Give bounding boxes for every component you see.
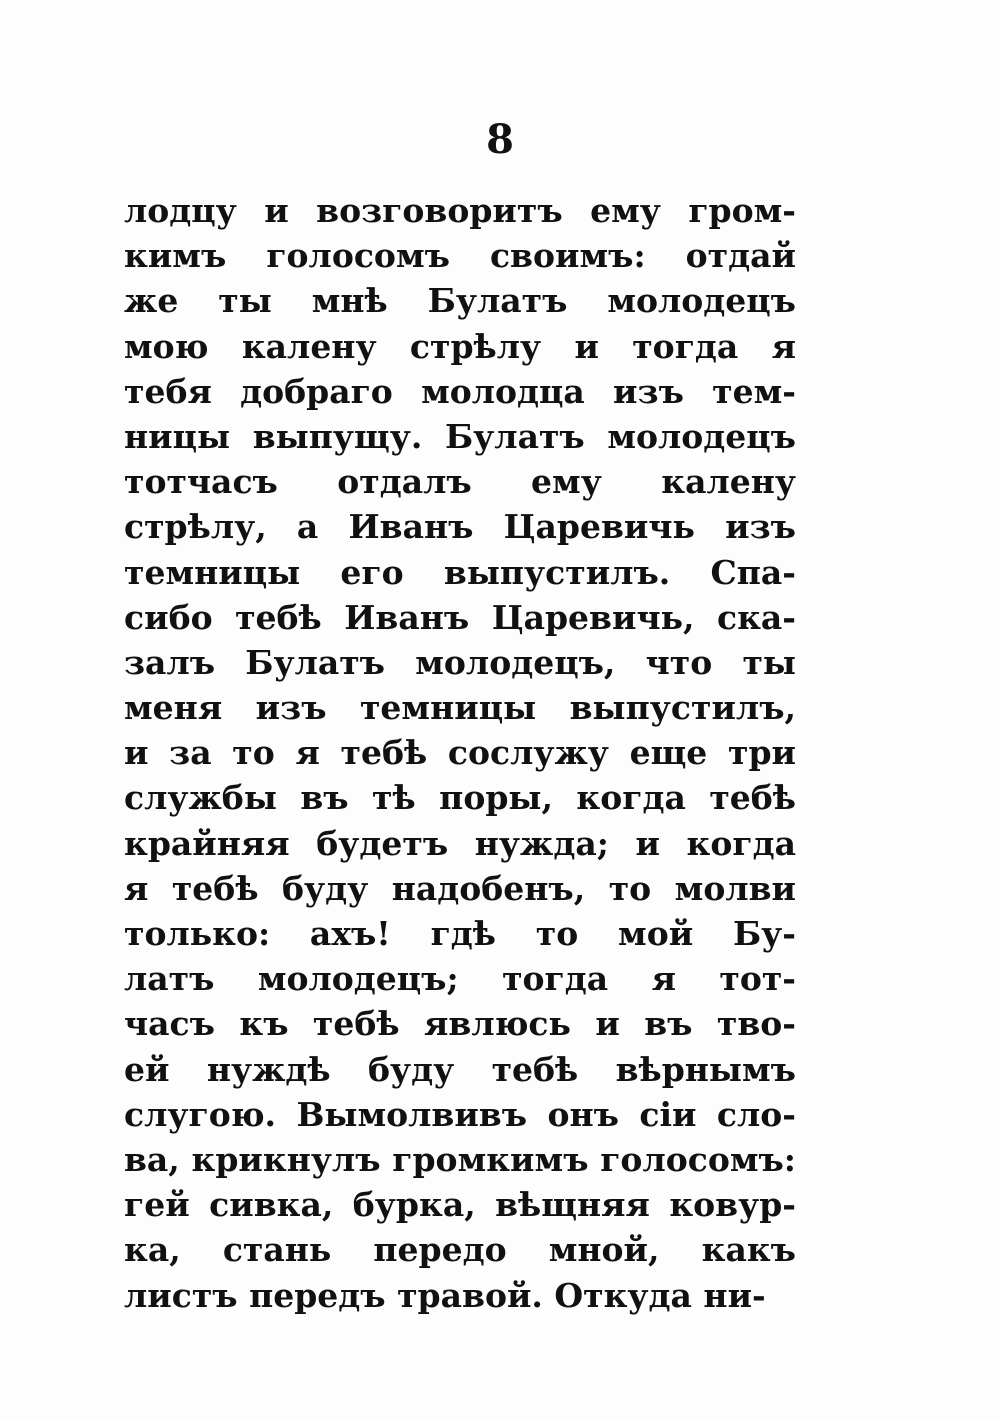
text-line: сибо тебѣ Иванъ Царевичь, ска-	[124, 597, 796, 637]
text-line: листъ передъ травой. Откуда ни-	[124, 1275, 766, 1315]
text-line: мою калену стрѣлу и тогда я	[124, 326, 796, 366]
text-line: кимъ голосомъ своимъ: отдай	[124, 236, 796, 276]
text-line: крайняя будетъ нужда; и когда	[124, 823, 796, 863]
text-line: залъ Булатъ молодецъ, что ты	[124, 642, 796, 682]
text-line: я тебѣ буду надобенъ, то молви	[124, 868, 796, 908]
text-line: службы въ тѣ поры, когда тебѣ	[124, 778, 796, 818]
text-line: стрѣлу, а Иванъ Царевичь изъ	[124, 507, 796, 547]
text-line: часъ къ тебѣ явлюсь и въ тво-	[124, 1004, 796, 1044]
text-line: ницы выпущу. Булатъ молодецъ	[124, 416, 796, 456]
text-line: только: ахъ! гдѣ то мой Бу-	[124, 914, 796, 953]
text-line: гей сивка, бурка, вѣщняя ковур-	[124, 1185, 796, 1225]
text-line: тотчасъ отдалъ ему калену	[124, 462, 796, 502]
text-line: лодцу и возговоритъ ему гром-	[124, 191, 796, 230]
text-line: слугою. Вымолвивъ онъ сіи сло-	[124, 1094, 796, 1134]
text-line: и за то я тебѣ сослужу еще три	[124, 733, 796, 773]
text-line: темницы его выпустилъ. Спа-	[124, 552, 796, 592]
text-line: ей нуждѣ буду тебѣ вѣрнымъ	[124, 1049, 796, 1089]
text-line: ка, стань передо мной, какъ	[124, 1230, 796, 1270]
text-line: же ты мнѣ Булатъ молодецъ	[124, 281, 796, 321]
text-line: латъ молодецъ; тогда я тот-	[124, 959, 796, 999]
text-line: меня изъ темницы выпустилъ,	[124, 688, 796, 728]
text-line: ва, крикнулъ громкимъ голосомъ:	[124, 1139, 796, 1179]
text-line: тебя добраго молодца изъ тем-	[124, 371, 796, 411]
page-body-text	[124, 188, 796, 1318]
page-number: 8	[486, 116, 514, 163]
